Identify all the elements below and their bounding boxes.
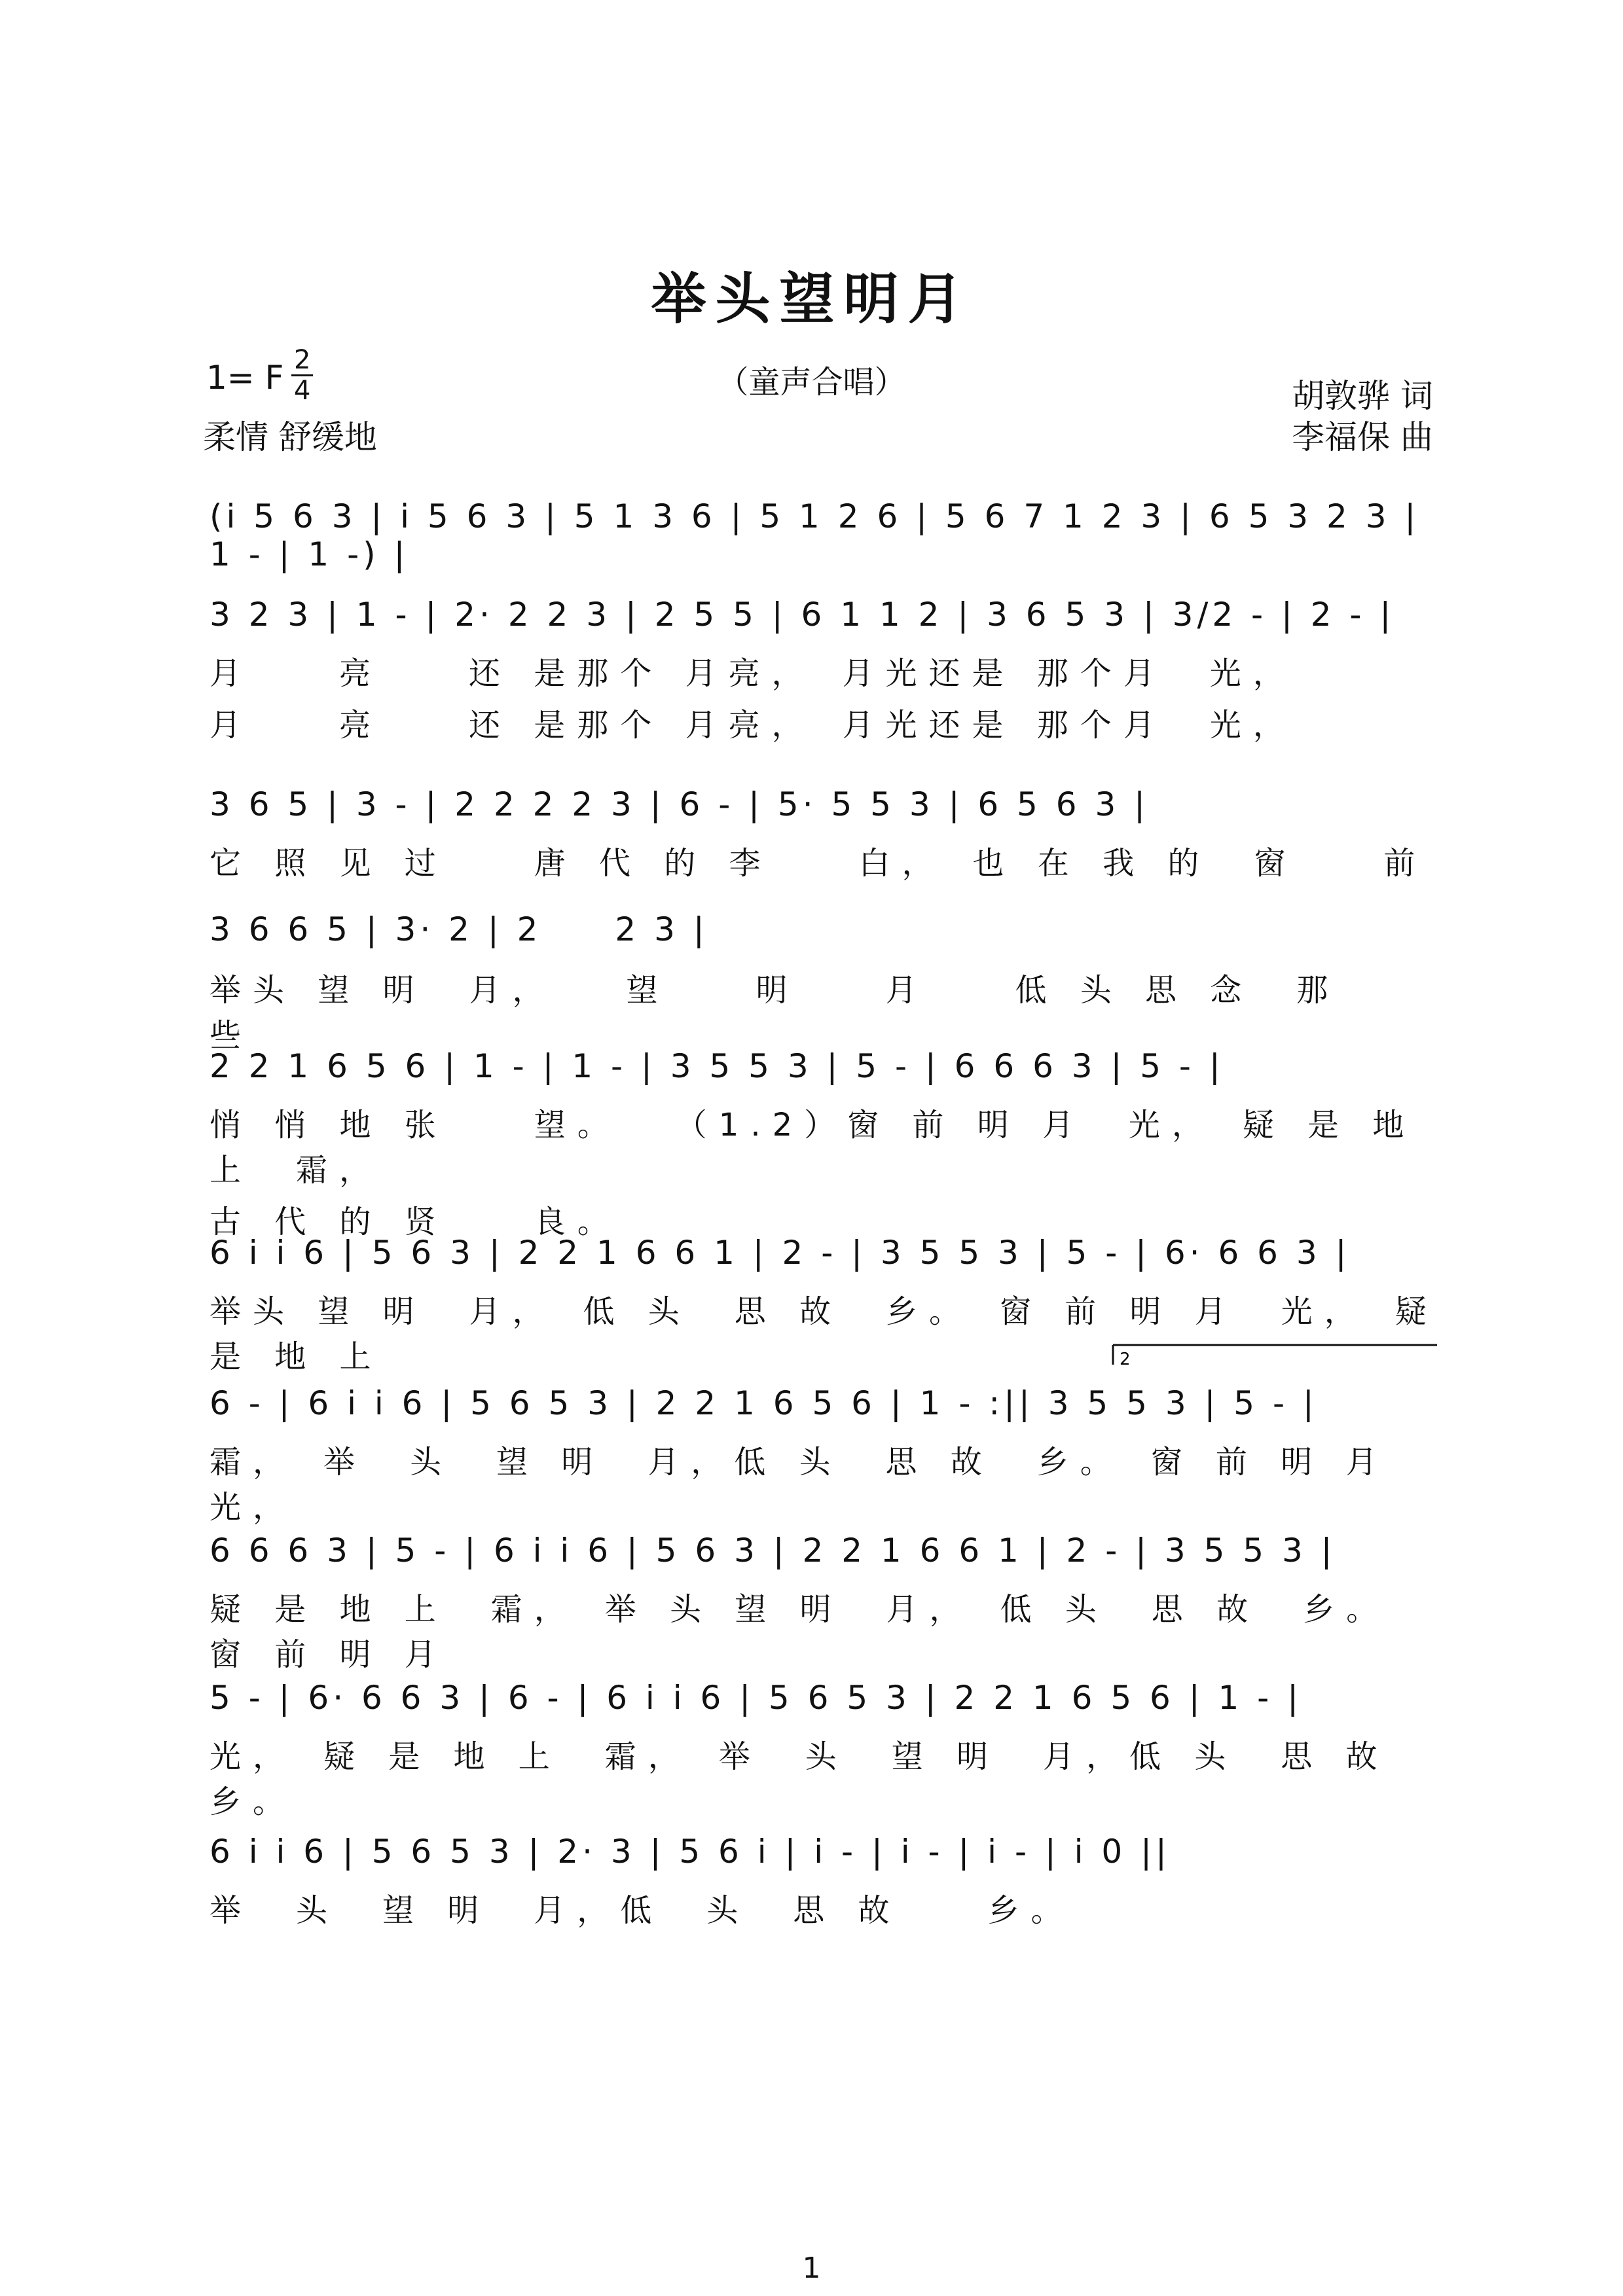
system-10-notes: 6 i i 6 | 5 6 5 3 | 2· 3 | 5 6 i | i - | i - | i - | i 0 || (210, 1833, 1171, 1871)
lyricist-credit: 胡敦骅 词 (1292, 377, 1433, 415)
system-9-notes: 5 - | 6· 6 6 3 | 6 - | 6 i i 6 | 5 6 5 3 | 2 2 1 6 5 6 | 1 - | (210, 1679, 1302, 1717)
key-signature: 1= F (206, 359, 284, 397)
system-1-notes: (i 5 6 3 | i 5 6 3 | 5 1 3 6 | 5 1 2 6 | 5 6 7 1 2 3 | 6 5 3 2 3 | 1 - | 1 -) | (210, 497, 1420, 573)
system-6-notes: 6 i i 6 | 5 6 3 | 2 2 1 6 6 1 | 2 - | 3 5 5 3 | 5 - | 6· 6 6 3 | (210, 1234, 1351, 1272)
system-9-lyric-1: 光， 疑 是 地 上 霜， 举 头 望 明 月，低 头 思 故 乡。 (210, 1738, 1432, 1820)
system-7-notes: 6 - | 6 i i 6 | 5 6 5 3 | 2 2 1 6 5 6 | 1 - :|| 3 5 5 3 | 5 - | (210, 1384, 1318, 1422)
system-5-lyric-2: 古 代 的 贤 良。 (210, 1204, 621, 1240)
system-3-lyric-1: 它 照 见 过 唐 代 的 李 白， 也 在 我 的 窗 前 (210, 845, 1427, 882)
system-4-notes: 3 6 6 5 | 3· 2 | 2 2 3 | (210, 910, 708, 948)
composer-credit: 李福保 曲 (1292, 418, 1433, 456)
tempo-marking: 柔情 舒缓地 (203, 418, 377, 456)
subtitle: （童声合唱） (717, 364, 906, 401)
system-2-lyric-2: 月 亮 还 是那个 月亮， 月光还是 那个月 光， (210, 707, 1296, 744)
system-8-lyric-1: 疑 是 地 上 霜， 举 头 望 明 月， 低 头 思 故 乡。 窗 前 明 月 (210, 1591, 1417, 1673)
volta-label: 2 (1120, 1350, 1131, 1369)
time-signature-bottom: 4 (294, 376, 311, 406)
system-3-notes: 3 6 5 | 3 - | 2 2 2 2 3 | 6 - | 5· 5 5 3 | 6 5 6 3 | (210, 785, 1149, 823)
system-6-lyric-1: 举头 望 明 月， 低 头 思 故 乡。 窗 前 明 月 光， 疑 是 地 上 (210, 1293, 1438, 1375)
system-8-notes: 6 6 6 3 | 5 - | 6 i i 6 | 5 6 3 | 2 2 1 6 6 1 | 2 - | 3 5 5 3 | (210, 1532, 1336, 1570)
page-number: 1 (802, 2251, 821, 2285)
system-5-lyric-1: 悄 悄 地 张 望。 （1.2）窗 前 明 月 光， 疑 是 地 上 霜， (210, 1107, 1416, 1189)
system-2-notes: 3 2 3 | 1 - | 2· 2 2 3 | 2 5 5 | 6 1 1 2 | 3 6 5 3 | 3/2 - | 2 - | (210, 596, 1395, 634)
system-5-notes: 2 2 1 6 5 6 | 1 - | 1 - | 3 5 5 3 | 5 - | 6 6 6 3 | 5 - | (210, 1047, 1224, 1085)
system-7-lyric-1: 霜， 举 头 望 明 月，低 头 思 故 乡。 窗 前 明 月 光， (210, 1444, 1432, 1526)
page-title: 举头望明月 (651, 266, 972, 331)
time-signature-top: 2 (291, 346, 313, 376)
system-10-lyric-1: 举 头 望 明 月，低 头 思 故 乡。 (210, 1892, 1074, 1929)
system-2-lyric-1: 月 亮 还 是那个 月亮， 月光还是 那个月 光， (210, 655, 1296, 692)
system-4-lyric-1: 举头 望 明 月， 望 明 月 低 头 思 念 那 些 (210, 972, 1427, 1054)
